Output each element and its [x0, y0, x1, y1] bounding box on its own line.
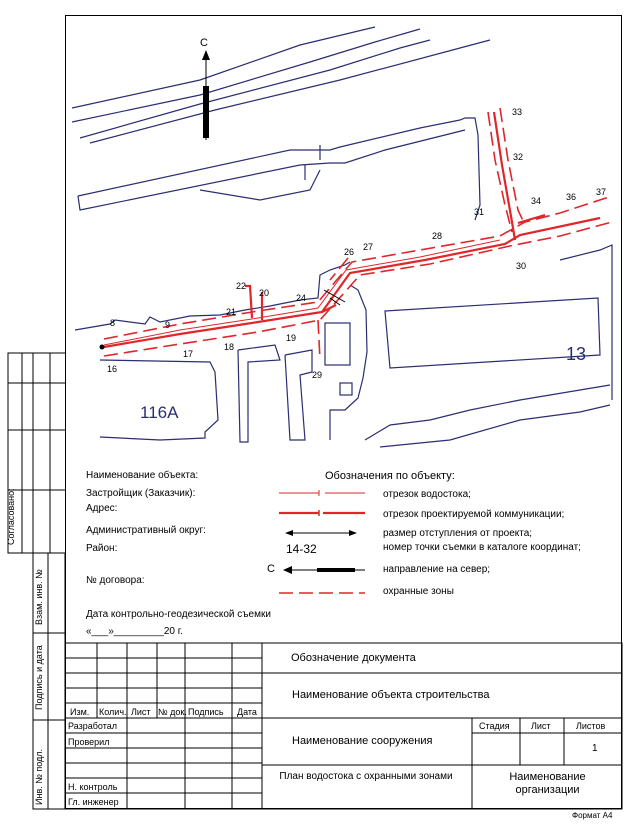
- stamp-header-date: Дата: [237, 707, 257, 717]
- contract-label: № договора:: [86, 575, 145, 586]
- stamp-header-change: Изм.: [70, 707, 90, 717]
- developer-label: Застройщик (Заказчик):: [86, 488, 196, 499]
- point-number: 24: [296, 293, 307, 303]
- sheets-value: 1: [592, 743, 598, 754]
- survey-date-label: Дата контрольно-геодезической съемки: [86, 609, 271, 620]
- stamp-header-signature: Подпись: [188, 707, 224, 717]
- sign-date-label: Подпись и дата: [34, 645, 44, 710]
- north-letter: С: [200, 37, 208, 49]
- inv-podl-label: Инв. № подл.: [34, 748, 44, 805]
- district-label: Район:: [86, 543, 118, 554]
- construction-name: Наименование объекта строительства: [292, 689, 490, 701]
- stamp-header-qty: Колич.: [99, 707, 127, 717]
- format-label: Формат А4: [572, 811, 613, 820]
- building-label-13: 13: [566, 344, 587, 364]
- inv-vzam-label: Взам. инв. №: [34, 569, 44, 625]
- address-label: Адрес:: [86, 503, 118, 514]
- stamp-role-checked: Проверил: [68, 737, 110, 747]
- point-number: 16: [107, 364, 118, 374]
- legend-item-north: направление на север;: [383, 564, 491, 575]
- point-number: 19: [286, 333, 297, 343]
- sheets-label: Листов: [576, 721, 606, 731]
- legend-title: Обозначения по объекту:: [325, 470, 455, 482]
- point-number: 28: [432, 231, 443, 241]
- agreed-label: Согласовано:: [6, 488, 16, 545]
- stage-label: Стадия: [479, 721, 510, 731]
- stamp-header-doc-no: № док.: [158, 707, 187, 717]
- legend-sample-number: 14-32: [286, 542, 317, 556]
- legend-north-letter: С: [267, 563, 275, 575]
- admin-district-label: Административный округ:: [86, 525, 206, 536]
- point-number: 30: [516, 261, 527, 271]
- org-name: Наименование организации: [509, 771, 586, 796]
- doc-designation: Обозначение документа: [291, 652, 416, 664]
- point-number: 36: [566, 192, 577, 202]
- point-number: 29: [312, 370, 323, 380]
- survey-date-line: «___»_________20 г.: [86, 626, 183, 637]
- point-number: 34: [531, 196, 542, 206]
- building-label-116a: 116А: [140, 403, 179, 422]
- legend-item-deviation: размер отступления от проекта;: [383, 528, 533, 539]
- point-number: 32: [513, 152, 524, 162]
- plan-title: План водостока с охранными зонами: [279, 771, 453, 782]
- stamp-header-sheet: Лист: [131, 707, 151, 717]
- point-number: 22: [236, 281, 247, 291]
- legend-item-projected: отрезок проектируемой коммуникации;: [383, 509, 565, 520]
- point-number: 8: [110, 318, 116, 328]
- point-number: 26: [344, 247, 355, 257]
- point-number: 21: [226, 307, 237, 317]
- stamp-role-chief-engineer: Гл. инженер: [68, 797, 119, 807]
- stamp-role-norm-control: Н. контроль: [68, 782, 118, 792]
- legend-item-drain: отрезок водостока;: [383, 489, 471, 500]
- point-number: 9: [165, 320, 171, 330]
- point-number: 33: [512, 107, 523, 117]
- stamp-role-developed: Разработал: [68, 721, 117, 731]
- facility-name: Наименование сооружения: [292, 735, 433, 747]
- point-number: 37: [596, 187, 607, 197]
- point-number: 20: [259, 288, 270, 298]
- point-number: 27: [363, 242, 374, 252]
- point-number: 31: [474, 207, 485, 217]
- legend-item-point-number: номер точки съемки в каталоге координат;: [383, 542, 581, 553]
- point-number: 17: [183, 349, 194, 359]
- object-name-label: Наименование объекта:: [86, 470, 199, 481]
- point-number: 18: [224, 342, 235, 352]
- legend-item-protection: охранные зоны: [383, 586, 454, 597]
- sheet-label: Лист: [531, 721, 551, 731]
